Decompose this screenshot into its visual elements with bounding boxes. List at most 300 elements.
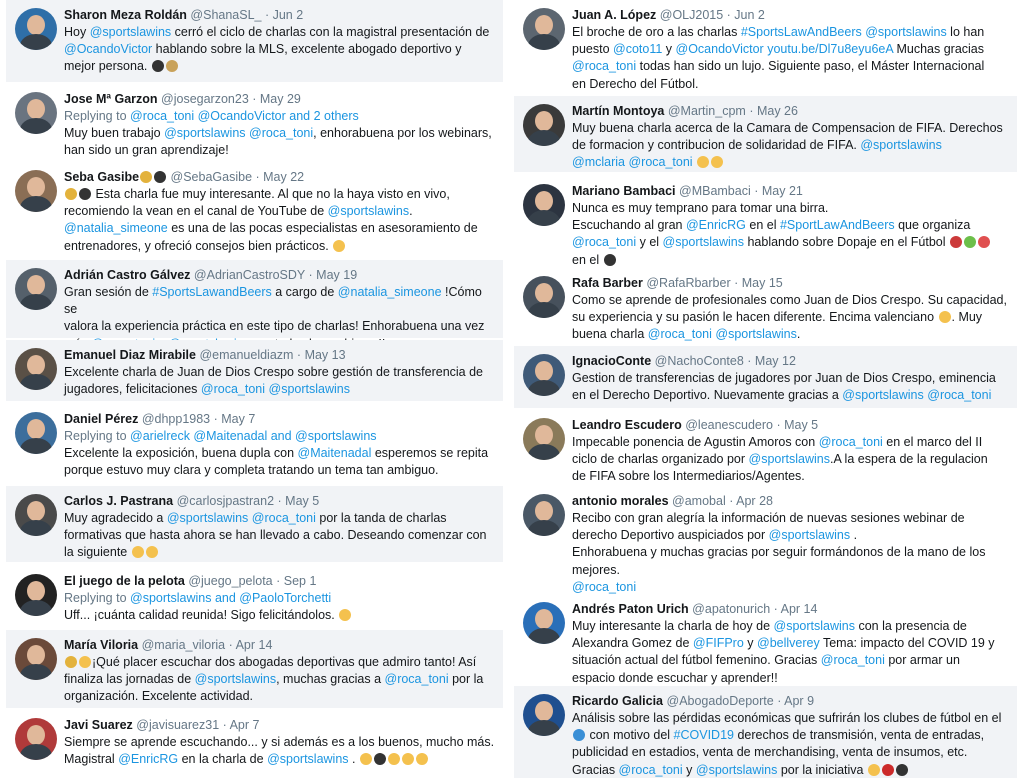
author-handle[interactable]: @RafaRbarber xyxy=(646,276,731,290)
tweet-header xyxy=(572,182,1009,200)
tweet-text xyxy=(64,510,495,562)
mention-link[interactable]: @roca_toni xyxy=(251,511,316,525)
tweet-header xyxy=(572,6,1009,24)
tweet-header xyxy=(64,410,495,428)
avatar-body-shape xyxy=(20,438,52,454)
avatar[interactable] xyxy=(523,694,565,736)
emoji-icon xyxy=(152,60,164,72)
mention-link[interactable]: @EnricRG xyxy=(118,752,179,767)
mention-link[interactable]: @bellverey xyxy=(757,636,820,651)
tweet-card[interactable] xyxy=(6,162,503,256)
text-segment: en el Derecho Deportivo. Nuevamente gracias a xyxy=(572,388,843,403)
emoji-icon xyxy=(964,236,976,248)
tweet-text-line xyxy=(572,451,1009,468)
tweet-date[interactable]: Apr 9 xyxy=(784,694,815,708)
avatar[interactable] xyxy=(523,418,565,460)
tweet-header xyxy=(572,102,1009,120)
emoji-icon xyxy=(140,171,152,183)
author-handle[interactable]: @maria_viloria xyxy=(141,638,226,652)
mention-link[interactable]: @sportslawins xyxy=(715,327,797,342)
tweet-header xyxy=(64,572,495,590)
tweet-text-line xyxy=(572,370,1009,387)
text-segment xyxy=(693,155,696,169)
reply-mentions-link[interactable]: @arielreck @Maitenadal and @sportslawins xyxy=(130,429,377,443)
separator-dot: · xyxy=(219,718,230,732)
tweet-date[interactable]: May 15 xyxy=(741,276,783,290)
tweet-date[interactable]: Jun 2 xyxy=(272,8,304,22)
author-name[interactable]: Ricardo Galicia xyxy=(572,694,664,708)
emoji-icon xyxy=(374,753,386,765)
avatar-body-shape xyxy=(20,600,52,616)
emoji-icon xyxy=(166,60,178,72)
text-segment: porque estuvo muy clara y completa tratando un tema tan ambiguo. xyxy=(64,463,439,478)
tweet-text-line xyxy=(64,671,495,688)
mention-link[interactable]: @roca_toni xyxy=(249,126,314,140)
tweet-text-line xyxy=(64,238,495,255)
avatar[interactable] xyxy=(15,574,57,616)
mention-link[interactable]: @sportslawins xyxy=(860,138,942,153)
mention-link[interactable]: @sportslawins xyxy=(166,511,249,525)
separator-dot: · xyxy=(210,412,222,426)
avatar[interactable] xyxy=(523,602,565,644)
mention-link[interactable]: @roca_toni xyxy=(200,382,266,397)
author-handle[interactable]: @amobal xyxy=(672,494,726,508)
avatar[interactable] xyxy=(15,92,57,134)
avatar-body-shape xyxy=(20,374,52,390)
avatar[interactable] xyxy=(15,638,57,680)
avatar[interactable] xyxy=(523,354,565,396)
tweet-date[interactable]: Jun 2 xyxy=(734,8,765,22)
tweet-card[interactable] xyxy=(514,486,1017,592)
mention-link[interactable]: @sportslawins xyxy=(268,382,350,397)
avatar-face-shape xyxy=(27,419,45,439)
mention-link[interactable]: @sportslawins xyxy=(695,762,778,777)
avatar[interactable] xyxy=(15,268,57,310)
avatar-body-shape xyxy=(528,444,560,460)
avatar[interactable] xyxy=(15,718,57,760)
tweet-date[interactable]: Sep 1 xyxy=(283,574,317,588)
tweet-date[interactable]: May 13 xyxy=(304,348,346,362)
tweet-text xyxy=(64,445,495,479)
text-segment: Siempre se aprende escuchando... y si además es a los buenos, mucho más. xyxy=(64,735,495,749)
tweet-card[interactable] xyxy=(6,340,503,401)
text-segment: es una de las pocas especialistas en asesoramiento de xyxy=(167,221,478,236)
text-segment: que organiza xyxy=(894,218,971,233)
text-segment: Escuchando al gran xyxy=(572,218,686,233)
text-segment: por la tanda de charlas xyxy=(315,511,447,525)
tweet-text-line xyxy=(572,120,1009,137)
author-handle[interactable]: @MBambaci xyxy=(679,184,751,198)
text-segment: Esta charla fue muy interesante. Al que no la haya visto en vivo, xyxy=(92,187,450,201)
text-segment: en el marco del II xyxy=(882,435,983,449)
tweet-text xyxy=(572,434,1009,486)
tweet-text-line xyxy=(572,727,1009,744)
separator-dot: · xyxy=(770,602,781,616)
avatar[interactable] xyxy=(523,8,565,50)
tweet-header xyxy=(572,692,1009,710)
avatar-face-shape xyxy=(27,581,45,601)
author-name[interactable]: Mariano Bambaci xyxy=(572,184,676,198)
tweet-text-line xyxy=(64,654,495,671)
emoji-icon xyxy=(333,240,345,252)
tweet-header xyxy=(572,352,1009,370)
tweet-text-line xyxy=(64,203,495,220)
emoji-icon xyxy=(360,753,372,765)
emoji-icon xyxy=(154,171,166,183)
text-segment: Excelente la exposición, buena dupla con xyxy=(64,446,298,460)
tweet-text xyxy=(64,125,495,159)
mention-link[interactable]: @natalia_simeone xyxy=(337,285,442,299)
tweet-text-line xyxy=(572,200,1009,217)
avatar-face-shape xyxy=(27,355,45,375)
mention-link[interactable]: @roca_toni xyxy=(384,672,449,687)
separator-dot: · xyxy=(252,170,264,184)
author-handle[interactable]: @NachoConte8 xyxy=(654,354,744,368)
author-name[interactable]: Jose Mª Garzon xyxy=(64,92,158,106)
author-handle[interactable]: @josegarzon23 xyxy=(161,92,249,106)
tweet-date[interactable]: May 21 xyxy=(761,184,803,198)
mention-link[interactable]: @roca_toni xyxy=(572,59,637,74)
text-segment: El broche de oro a las charlas xyxy=(572,25,741,39)
avatar-face-shape xyxy=(535,609,553,629)
tweet-text-line xyxy=(572,24,1009,41)
separator-dot: · xyxy=(305,268,317,282)
avatar[interactable] xyxy=(15,494,57,536)
avatar-body-shape xyxy=(20,744,52,760)
tweet-text-line xyxy=(64,58,495,75)
tweet-date[interactable]: May 12 xyxy=(754,354,796,368)
tweet-date[interactable]: Apr 14 xyxy=(235,638,273,652)
author-name[interactable]: IgnacioConte xyxy=(572,354,652,368)
author-name[interactable]: Martín Montoya xyxy=(572,104,665,118)
separator-dot: · xyxy=(274,494,286,508)
separator-dot: · xyxy=(725,494,737,508)
avatar[interactable] xyxy=(523,104,565,146)
tweet-text-line xyxy=(572,635,1009,652)
mention-link[interactable]: @sportslawins xyxy=(842,388,924,403)
mention-link[interactable]: @sportslawins xyxy=(164,126,246,140)
reply-mentions-link[interactable]: @roca_toni @OcandoVictor and 2 others xyxy=(130,109,359,123)
text-segment: buena charla xyxy=(572,327,648,342)
author-name[interactable]: Emanuel Diaz Mirabile xyxy=(64,348,196,362)
mention-link[interactable]: @roca_toni xyxy=(618,762,683,777)
text-segment: espacio donde escuchar y aprender!! xyxy=(572,670,778,685)
tweet-text-line xyxy=(64,734,495,751)
tweet-date[interactable]: May 5 xyxy=(784,418,819,432)
author-handle[interactable]: @emanueldiazm xyxy=(199,348,294,362)
tweet-text xyxy=(64,734,495,768)
text-segment: valora la experiencia práctica en este tipo de charlas! Enhorabuena una vez xyxy=(64,319,485,334)
mention-link[interactable]: #COVID19 xyxy=(673,728,734,743)
tweet-date[interactable]: Apr 28 xyxy=(736,494,773,508)
text-segment: lo han xyxy=(946,25,985,39)
text-segment: la siguiente xyxy=(64,545,131,560)
emoji-icon xyxy=(416,753,428,765)
mention-link[interactable]: @sportslawins xyxy=(865,25,947,39)
tweet-card[interactable] xyxy=(514,594,1017,684)
tweet-card[interactable] xyxy=(6,404,503,484)
text-segment: cerró el ciclo de charlas con la magistral presentación de xyxy=(171,25,490,39)
emoji-icon xyxy=(79,188,91,200)
mention-link[interactable]: @sportslawins xyxy=(267,752,349,767)
avatar[interactable] xyxy=(15,412,57,454)
emoji-icon xyxy=(132,546,144,558)
author-handle[interactable]: @ShanaSL_ xyxy=(190,8,262,22)
tweet-header xyxy=(572,600,1009,618)
text-segment: Recibo con gran alegría la información de nuevas sesiones webinar de xyxy=(572,511,965,525)
avatar-body-shape xyxy=(528,302,560,318)
author-name[interactable]: Adrián Castro Gálvez xyxy=(64,268,191,282)
tweet-text-line xyxy=(64,142,495,159)
tweet-date[interactable]: Apr 7 xyxy=(229,718,260,732)
mention-link[interactable]: @EnricRG xyxy=(685,218,746,233)
emoji-icon xyxy=(950,236,962,248)
separator-dot: · xyxy=(730,276,742,290)
tweet-date[interactable]: May 5 xyxy=(285,494,320,508)
avatar[interactable] xyxy=(523,494,565,536)
text-segment: formativas que hasta ahora se han llevado a cabo. Deseando comenzar con xyxy=(64,528,487,543)
tweet-text-line xyxy=(572,527,1009,544)
mention-link[interactable]: @roca_toni xyxy=(647,327,712,342)
author-name[interactable]: Daniel Pérez xyxy=(64,412,139,426)
mention-link[interactable]: @sportslawins xyxy=(327,204,410,219)
text-segment: en Derecho del Fútbol. xyxy=(572,76,699,91)
text-segment: . xyxy=(409,204,413,219)
text-segment: y xyxy=(743,636,757,651)
tweet-card[interactable] xyxy=(6,0,503,82)
tweet-date[interactable]: May 19 xyxy=(316,268,358,282)
avatar-body-shape xyxy=(528,628,560,644)
tweet-card[interactable] xyxy=(514,176,1017,266)
tweet-date[interactable]: May 7 xyxy=(221,412,256,426)
tweet-text-line xyxy=(572,58,1009,75)
tweet-text-line xyxy=(572,137,1009,154)
mention-link[interactable]: @roca_toni xyxy=(628,155,693,170)
avatar-body-shape xyxy=(528,34,560,50)
tweet-date[interactable]: May 22 xyxy=(263,170,305,184)
mention-link[interactable]: @OcandoVictor xyxy=(675,42,764,57)
text-segment: Tema: impacto del COVID 19 y xyxy=(819,636,995,651)
separator-dot: · xyxy=(750,184,762,198)
tweet-text-line xyxy=(572,76,1009,93)
separator-dot: · xyxy=(293,348,305,362)
mention-link[interactable]: @roca_toni xyxy=(572,579,637,594)
author-name[interactable]: Juan A. López xyxy=(572,8,657,22)
separator-dot: · xyxy=(723,8,735,22)
author-name[interactable]: El juego de la pelota xyxy=(64,574,185,588)
tweet-card[interactable] xyxy=(6,260,503,338)
text-segment: derechos de transmisión, venta de entradas, xyxy=(734,728,985,743)
reply-context xyxy=(64,108,495,125)
mention-link[interactable]: #SportLawAndBeers xyxy=(779,218,895,233)
tweet-card[interactable] xyxy=(514,686,1017,778)
text-segment: esperemos se repita xyxy=(371,446,489,460)
tweet-text xyxy=(572,618,1009,687)
author-name[interactable]: antonio morales xyxy=(572,494,669,508)
avatar-face-shape xyxy=(27,275,45,295)
emoji-icon xyxy=(604,254,616,266)
tweet-card[interactable] xyxy=(514,0,1017,94)
text-segment: Alexandra Gomez de xyxy=(572,636,693,651)
avatar-face-shape xyxy=(535,15,553,35)
mention-link[interactable]: @sportslawins xyxy=(773,619,855,633)
tweet-text-line xyxy=(64,607,495,624)
avatar-face-shape xyxy=(27,15,45,35)
text-segment: Gran sesión de xyxy=(64,285,153,299)
avatar-body-shape xyxy=(528,130,560,146)
tweet-text-line xyxy=(572,309,1009,326)
emoji-icon xyxy=(65,188,77,200)
tweet-text-line xyxy=(64,462,495,479)
author-name[interactable]: Leandro Escudero xyxy=(572,418,682,432)
tweet-header xyxy=(572,274,1009,292)
tweet-text xyxy=(572,292,1009,344)
emoji-icon xyxy=(65,656,77,668)
avatar-body-shape xyxy=(20,294,52,310)
text-segment: situación actual del fútbol femenino. Gracias xyxy=(572,653,821,668)
author-handle[interactable]: @Martin_cpm xyxy=(667,104,746,118)
avatar-body-shape xyxy=(528,720,560,736)
separator-dot: · xyxy=(261,8,273,22)
tweet-header xyxy=(64,346,495,364)
author-handle[interactable]: @AdrianCastroSDY xyxy=(193,268,306,282)
tweet-card[interactable] xyxy=(514,96,1017,172)
text-segment: Muy buen trabajo xyxy=(64,126,165,140)
mention-link[interactable]: #SportsLawAndBeers xyxy=(740,25,862,39)
tweet-header xyxy=(64,6,495,24)
tweet-text-line xyxy=(64,318,495,335)
tweet-text-line xyxy=(64,688,495,705)
author-handle[interactable]: @juego_pelota xyxy=(188,574,273,588)
mention-link[interactable]: @roca_toni xyxy=(572,235,637,250)
tweet-text-line xyxy=(572,618,1009,635)
mention-link[interactable]: youtu.be/Dl7u8eyu6eA xyxy=(767,42,893,57)
mention-link[interactable]: @roca_toni xyxy=(927,388,992,403)
tweet-card[interactable] xyxy=(6,566,503,630)
author-name[interactable]: Javi Suarez xyxy=(64,718,133,732)
reply-mentions-link[interactable]: @sportslawins and @PaoloTorchetti xyxy=(130,591,332,605)
mention-link[interactable]: @roca_toni xyxy=(820,653,885,668)
tweet-text-line xyxy=(64,445,495,462)
tweet-text xyxy=(64,364,495,398)
tweet-header xyxy=(572,492,1009,510)
author-handle[interactable]: @AbogadoDeporte xyxy=(666,694,774,708)
separator-dot: · xyxy=(272,574,284,588)
author-handle[interactable]: @carlosjpastran2 xyxy=(176,494,275,508)
tweet-header xyxy=(64,636,495,654)
tweet-text-line xyxy=(64,41,495,58)
text-segment: y xyxy=(662,42,676,57)
tweet-text-line xyxy=(572,326,1009,343)
text-segment: mejor persona. xyxy=(64,59,151,74)
tweet-date[interactable]: May 26 xyxy=(756,104,798,118)
text-segment: y xyxy=(682,762,696,777)
text-segment: con la presencia de xyxy=(854,619,967,633)
author-name[interactable]: Sharon Meza Roldán xyxy=(64,8,187,22)
mention-link[interactable]: @coto11 xyxy=(613,42,663,57)
text-segment: Gracias xyxy=(572,762,619,777)
author-name[interactable]: Seba Gasibe xyxy=(64,170,140,184)
text-segment: a cargo de xyxy=(271,285,338,299)
tweet-text-line xyxy=(64,364,495,381)
reply-context xyxy=(64,590,495,607)
mention-link[interactable]: @sportslawins xyxy=(662,235,744,250)
tweet-text-line xyxy=(572,387,1009,404)
avatar[interactable] xyxy=(15,170,57,212)
mention-link[interactable]: @mclaria xyxy=(572,155,625,170)
avatar[interactable] xyxy=(15,8,57,50)
author-name[interactable]: Andrés Paton Urich xyxy=(572,602,689,616)
avatar-body-shape xyxy=(528,520,560,536)
text-segment: Muy agradecido a xyxy=(64,511,167,525)
avatar[interactable] xyxy=(523,276,565,318)
avatar-body-shape xyxy=(20,196,52,212)
tweet-header xyxy=(572,416,1009,434)
tweet-text xyxy=(572,24,1009,93)
text-segment: Impecable ponencia de Agustin Amoros con xyxy=(572,435,819,449)
mention-link[interactable]: @OcandoVictor xyxy=(64,42,153,57)
avatar-face-shape xyxy=(27,725,45,745)
avatar[interactable] xyxy=(15,348,57,390)
tweet-text-line xyxy=(572,434,1009,451)
tweet-text xyxy=(64,186,495,255)
mention-link[interactable]: @sportslawins xyxy=(768,528,851,543)
tweet-text xyxy=(572,120,1009,172)
mention-link[interactable]: #SportsLawandBeers xyxy=(152,285,272,299)
author-handle[interactable]: @SebaGasibe xyxy=(170,170,253,184)
avatar[interactable] xyxy=(523,184,565,226)
text-segment: hablando sobre Dopaje en el Fútbol xyxy=(744,235,950,250)
tweet-card[interactable] xyxy=(6,630,503,708)
mention-link[interactable]: @FIFPro xyxy=(692,636,744,651)
tweet-text-line xyxy=(572,670,1009,687)
text-segment: de formacion y contribucion de solidaridad de FIFA. xyxy=(572,138,861,153)
avatar-body-shape xyxy=(20,34,52,50)
avatar-body-shape xyxy=(20,520,52,536)
mention-link[interactable]: @sportslawins xyxy=(748,452,830,467)
tweet-date[interactable]: Apr 14 xyxy=(780,602,818,616)
mention-link[interactable]: @sportslawins xyxy=(89,25,172,39)
avatar-face-shape xyxy=(535,283,553,303)
mention-link[interactable]: @natalia_simeone xyxy=(64,221,168,236)
mention-link[interactable]: @Maitenadal xyxy=(297,446,372,460)
tweet-card[interactable] xyxy=(6,486,503,562)
mention-link[interactable]: @roca_toni xyxy=(818,435,883,449)
author-handle[interactable]: @OLJ2015 xyxy=(659,8,724,22)
avatar-body-shape xyxy=(528,210,560,226)
author-name[interactable]: Rafa Barber xyxy=(572,276,643,290)
tweet-text-line xyxy=(572,744,1009,761)
text-segment: derecho Deportivo auspiciados por xyxy=(572,528,769,543)
text-segment: mejores. xyxy=(572,562,620,577)
tweet-card[interactable] xyxy=(6,84,503,160)
author-handle[interactable]: @apatonurich xyxy=(692,602,771,616)
author-handle[interactable]: @leanescudero xyxy=(685,418,773,432)
emoji-icon xyxy=(402,753,414,765)
tweet-card[interactable] xyxy=(514,346,1017,408)
reply-prefix: Replying to xyxy=(64,109,131,123)
tweet-date[interactable]: May 29 xyxy=(259,92,301,106)
mention-link[interactable]: @sportslawins xyxy=(194,672,277,687)
author-handle[interactable]: @dhpp1983 xyxy=(141,412,211,426)
tweet-card[interactable] xyxy=(514,268,1017,344)
author-name[interactable]: María Viloria xyxy=(64,638,139,652)
text-segment: Como se aprende de profesionales como Juan de Dios Crespo. Su capacidad, xyxy=(572,293,1007,307)
author-name[interactable]: Carlos J. Pastrana xyxy=(64,494,174,508)
tweet-card[interactable] xyxy=(6,710,503,778)
tweet-card[interactable] xyxy=(514,410,1017,486)
author-handle[interactable]: @javisuarez31 xyxy=(136,718,220,732)
